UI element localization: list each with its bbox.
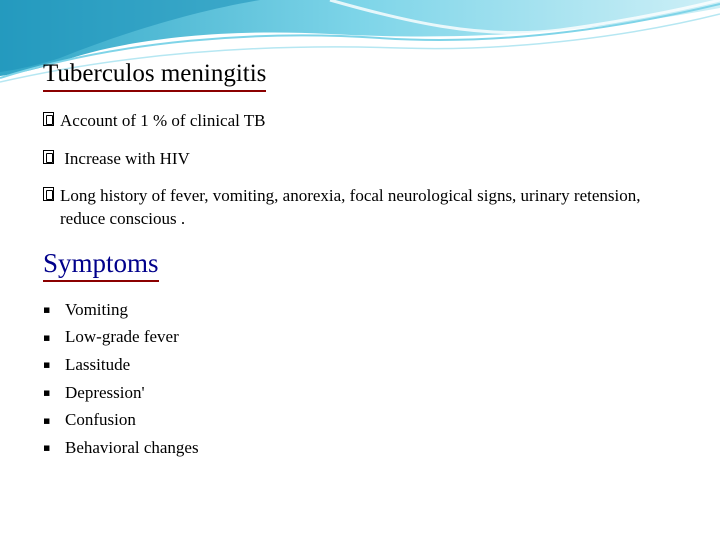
square-bullet-icon: ▪ — [43, 303, 51, 317]
bullet-text: Account of 1 % of clinical TB — [60, 111, 266, 130]
square-bullet-icon: ▪ — [43, 386, 51, 400]
square-bullet-icon: ▪ — [43, 330, 51, 344]
symptom-label: Confusion — [65, 410, 136, 430]
symptoms-list — [43, 296, 199, 462]
bullet-item — [43, 147, 190, 170]
bullet-item — [43, 184, 670, 230]
symptoms-heading: Symptoms — [43, 246, 159, 282]
square-bullet-icon: ▪ — [43, 358, 51, 372]
bullet-item — [43, 109, 266, 132]
box-bullet-icon — [43, 150, 54, 164]
box-bullet-icon — [43, 112, 54, 126]
symptom-label: Low-grade fever — [65, 327, 179, 347]
list-item — [43, 351, 199, 379]
list-item — [43, 406, 199, 434]
square-bullet-icon: ▪ — [43, 441, 51, 455]
slide-title: Tuberculos meningitis — [43, 58, 266, 92]
symptom-label: Vomiting — [65, 299, 128, 319]
symptom-label: Depression' — [65, 382, 145, 402]
list-item — [43, 324, 199, 352]
bullet-text: Increase with HIV — [60, 149, 190, 168]
list-item — [43, 434, 199, 462]
list-item — [43, 296, 199, 324]
symptom-label: Behavioral changes — [65, 437, 199, 457]
box-bullet-icon — [43, 187, 54, 201]
square-bullet-icon: ▪ — [43, 413, 51, 427]
list-item — [43, 379, 199, 407]
symptom-label: Lassitude — [65, 354, 131, 374]
bullet-text: Long history of fever, vomiting, anorexia, focal neurological signs, urinary retension, reduce conscious . — [60, 186, 641, 228]
